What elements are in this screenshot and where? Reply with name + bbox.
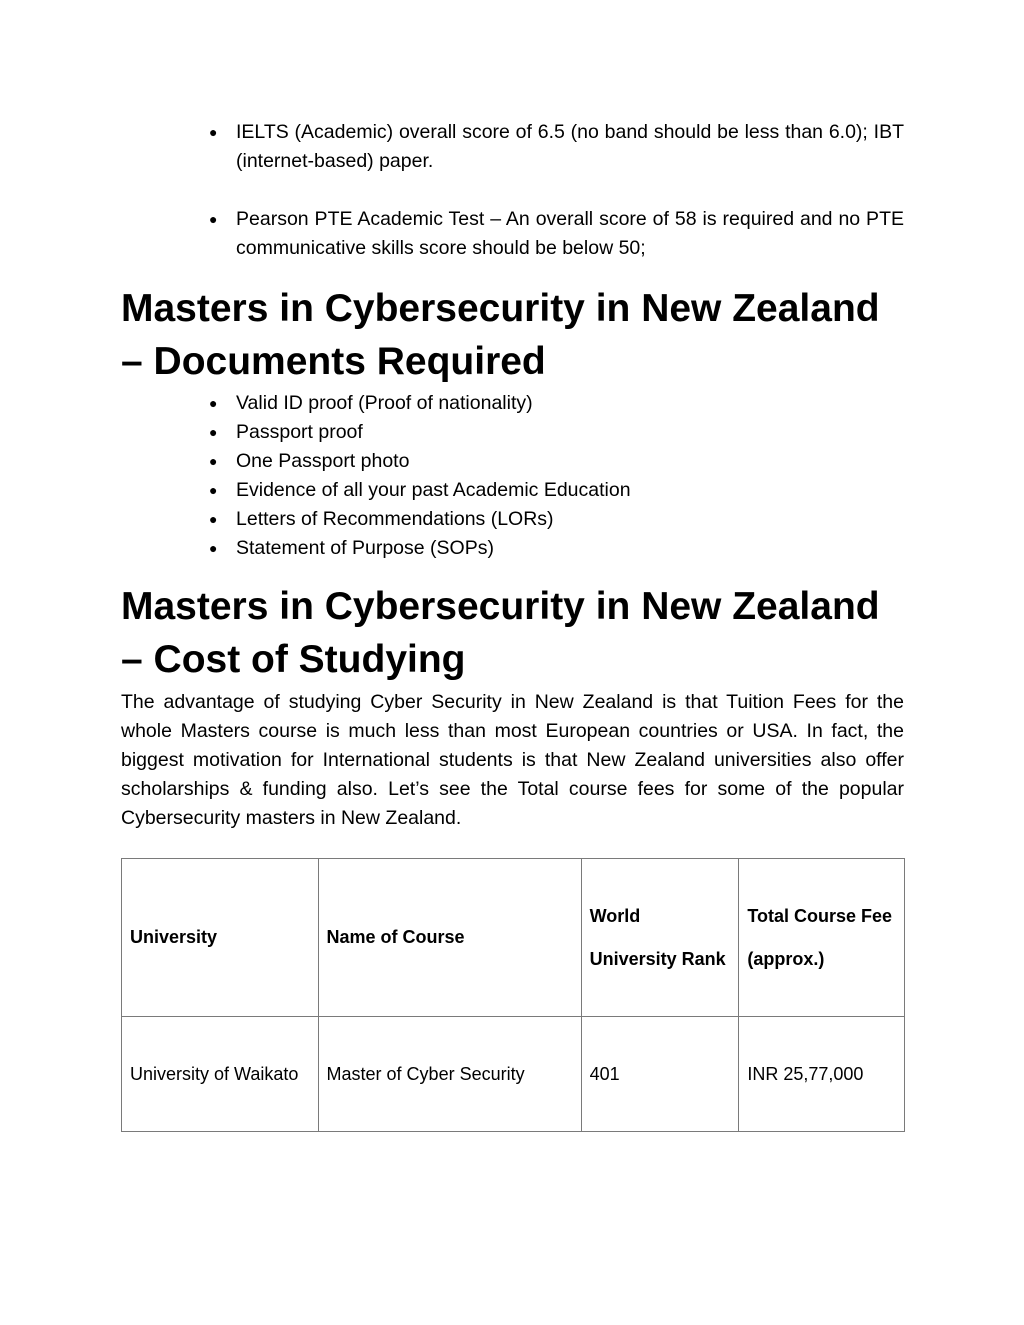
cell-course-name: Master of Cyber Security <box>318 1017 581 1132</box>
list-item: ● Evidence of all your past Academic Education <box>121 476 904 505</box>
cost-of-studying-heading: Masters in Cybersecurity in New Zealand – Cost of Studying <box>121 585 880 681</box>
list-item: ● IELTS (Academic) overall score of 6.5 (no band should be less than 6.0); IBT (internet-based) paper. <box>121 118 904 176</box>
course-fees-table <box>121 858 905 1132</box>
list-item: ● Pearson PTE Academic Test – An overall score of 58 is required and no PTE communicative skills score should be below 50; <box>121 205 904 263</box>
cell-total-fee: INR 25,77,000 <box>739 1017 905 1132</box>
list-item: ● Letters of Recommendations (LORs) <box>121 505 904 534</box>
cost-intro-paragraph: The advantage of studying Cyber Security in New Zealand is that Tuition Fees for the whole Masters course is much less than most European countries or USA. In fact, the biggest motivation for International students is that New Zealand universities also offer scholarships & funding also. Let’s see the Total course fees for some of the popular Cybersecurity masters in New Zealand. <box>121 691 904 829</box>
header-world-rank: World University Rank <box>581 859 739 1017</box>
table-header-row <box>122 859 905 1017</box>
cell-world-rank: 401 <box>581 1017 739 1132</box>
header-course-name: Name of Course <box>318 859 581 1017</box>
documents-list <box>121 389 904 563</box>
header-university: University <box>122 859 319 1017</box>
list-item: ● Valid ID proof (Proof of nationality) <box>121 389 904 418</box>
table-row <box>122 1017 905 1132</box>
list-item: ● Statement of Purpose (SOPs) <box>121 534 904 563</box>
english-requirements-list <box>121 118 904 263</box>
header-total-fee: Total Course Fee (approx.) <box>739 859 905 1017</box>
list-item: ● One Passport photo <box>121 447 904 476</box>
documents-required-heading: Masters in Cybersecurity in New Zealand – Documents Required <box>121 287 880 383</box>
cell-university: University of Waikato <box>122 1017 319 1132</box>
list-item: ● Passport proof <box>121 418 904 447</box>
